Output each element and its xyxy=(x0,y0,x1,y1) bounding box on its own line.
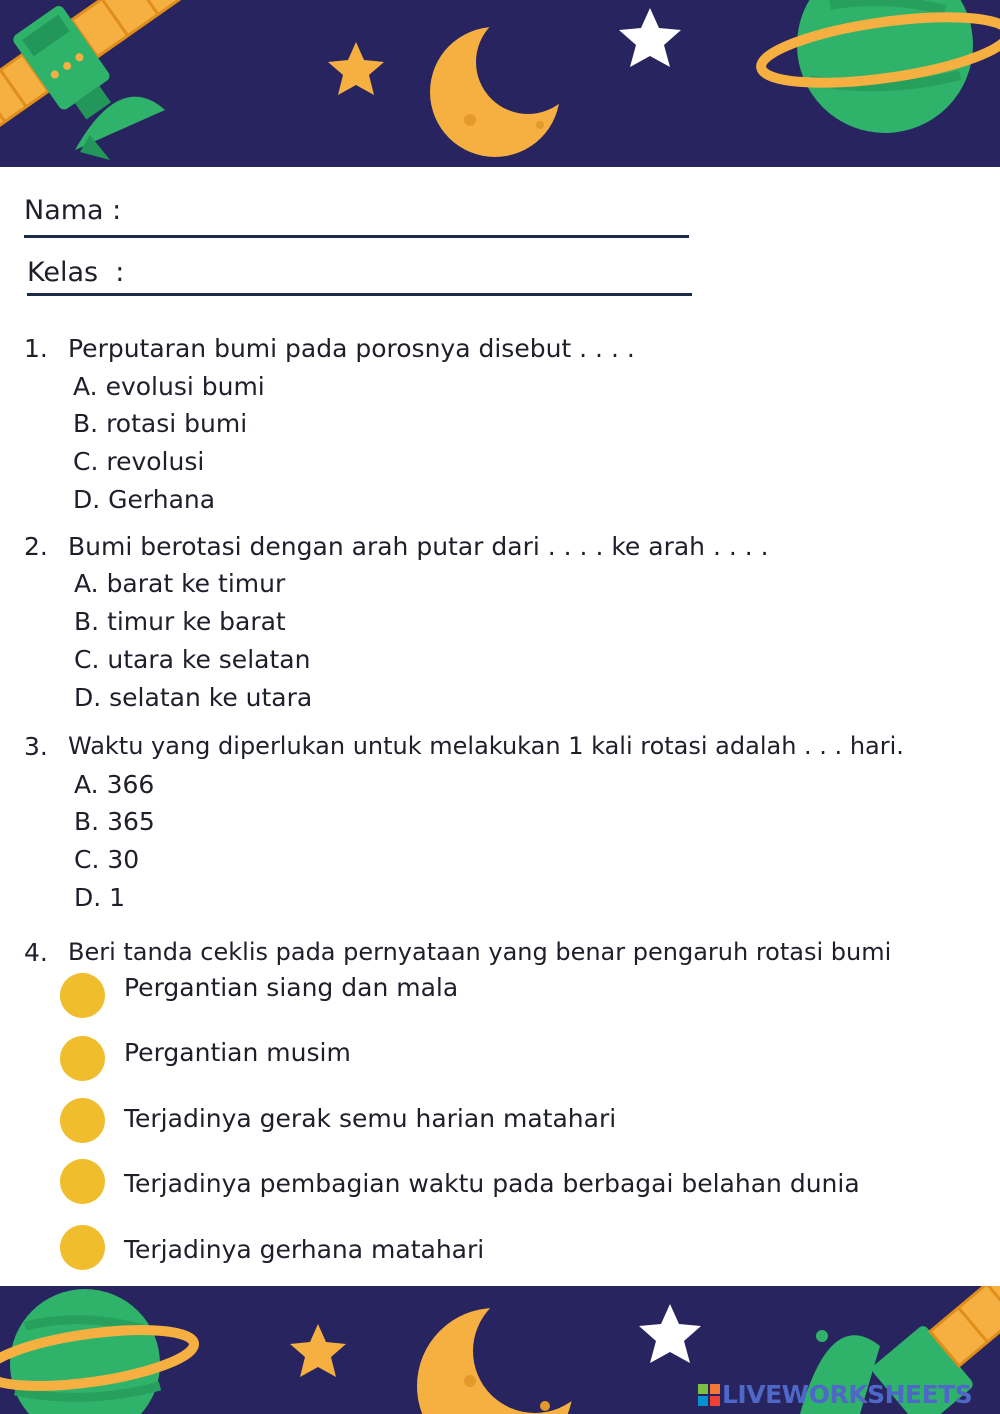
checklist-label: Pergantian siang dan mala xyxy=(124,973,459,1002)
question-text: Waktu yang diperlukan untuk melakukan 1 kali rotasi adalah . . . hari. xyxy=(68,732,904,760)
question-number: 2. xyxy=(24,532,48,561)
option-text: evolusi bumi xyxy=(105,372,265,401)
brand-watermark xyxy=(698,1380,972,1409)
option-a[interactable] xyxy=(74,569,285,598)
option-letter: A. xyxy=(73,372,98,401)
checkbox-circle[interactable] xyxy=(60,1159,105,1204)
option-letter: D. xyxy=(74,683,102,712)
header-banner xyxy=(0,0,1000,167)
option-b[interactable] xyxy=(74,807,155,836)
option-text: rotasi bumi xyxy=(106,409,248,438)
checklist-item-4[interactable] xyxy=(60,1159,960,1205)
moon-icon xyxy=(430,10,580,157)
option-c[interactable] xyxy=(74,845,139,874)
option-text: selatan ke utara xyxy=(109,683,313,712)
option-c[interactable] xyxy=(73,447,204,476)
checklist-item-3[interactable] xyxy=(60,1098,960,1144)
option-letter: B. xyxy=(74,807,100,836)
option-letter: C. xyxy=(74,645,100,674)
name-label: Nama : xyxy=(24,195,122,226)
question-text: Beri tanda ceklis pada pernyataan yang benar pengaruh rotasi bumi xyxy=(68,938,892,966)
star-icon xyxy=(290,1324,346,1377)
liveworksheets-logo-icon xyxy=(698,1383,720,1405)
option-letter: D. xyxy=(74,883,102,912)
question-number: 4. xyxy=(24,938,48,967)
option-d[interactable] xyxy=(74,683,312,712)
checklist-label: Pergantian musim xyxy=(124,1038,351,1067)
option-b[interactable] xyxy=(73,409,247,438)
option-a[interactable] xyxy=(73,372,265,401)
option-letter: A. xyxy=(74,770,99,799)
moon-icon xyxy=(417,1289,597,1414)
question-text: Perputaran bumi pada porosnya disebut . . . . xyxy=(68,334,635,363)
option-text: 30 xyxy=(107,845,140,874)
option-letter: C. xyxy=(74,845,100,874)
option-letter: D. xyxy=(73,485,101,514)
class-field[interactable] xyxy=(27,257,692,302)
option-text: utara ke selatan xyxy=(107,645,311,674)
checklist-label: Terjadinya gerak semu harian matahari xyxy=(124,1104,617,1133)
option-c[interactable] xyxy=(74,645,310,674)
star-icon xyxy=(639,1304,701,1363)
checklist-item-2[interactable] xyxy=(60,1036,960,1082)
checklist-item-1[interactable] xyxy=(60,973,960,1019)
checkbox-circle[interactable] xyxy=(60,973,105,1018)
question-number: 1. xyxy=(24,334,48,363)
option-text: 366 xyxy=(106,770,155,799)
checkbox-circle[interactable] xyxy=(60,1098,105,1143)
option-text: Gerhana xyxy=(108,485,216,514)
planet-icon xyxy=(0,1289,197,1414)
name-field[interactable] xyxy=(24,195,689,240)
star-icon xyxy=(328,42,384,95)
option-a[interactable] xyxy=(74,770,154,799)
checkbox-circle[interactable] xyxy=(60,1225,105,1270)
class-underline xyxy=(27,293,692,296)
option-d[interactable] xyxy=(73,485,215,514)
checklist-label: Terjadinya pembagian waktu pada berbagai belahan dunia xyxy=(124,1169,860,1198)
name-underline xyxy=(24,235,689,238)
question-number: 3. xyxy=(24,732,48,761)
star-icon xyxy=(619,8,681,67)
option-b[interactable] xyxy=(74,607,286,636)
planet-icon xyxy=(757,0,1000,133)
option-text: barat ke timur xyxy=(106,569,286,598)
satellite-icon xyxy=(0,0,213,167)
option-text: 1 xyxy=(109,883,126,912)
option-letter: A. xyxy=(74,569,99,598)
checkbox-circle[interactable] xyxy=(60,1036,105,1081)
checklist-item-5[interactable] xyxy=(60,1225,960,1271)
option-d[interactable] xyxy=(74,883,125,912)
option-text: timur ke barat xyxy=(107,607,286,636)
option-letter: B. xyxy=(73,409,99,438)
option-letter: B. xyxy=(74,607,100,636)
option-text: revolusi xyxy=(106,447,205,476)
checklist-label: Terjadinya gerhana matahari xyxy=(124,1235,485,1264)
class-label: Kelas : xyxy=(27,257,125,288)
brand-text: LIVEWORKSHEETS xyxy=(722,1380,973,1409)
option-text: 365 xyxy=(107,807,155,836)
question-text: Bumi berotasi dengan arah putar dari . . . . ke arah . . . . xyxy=(68,532,769,561)
option-letter: C. xyxy=(73,447,99,476)
